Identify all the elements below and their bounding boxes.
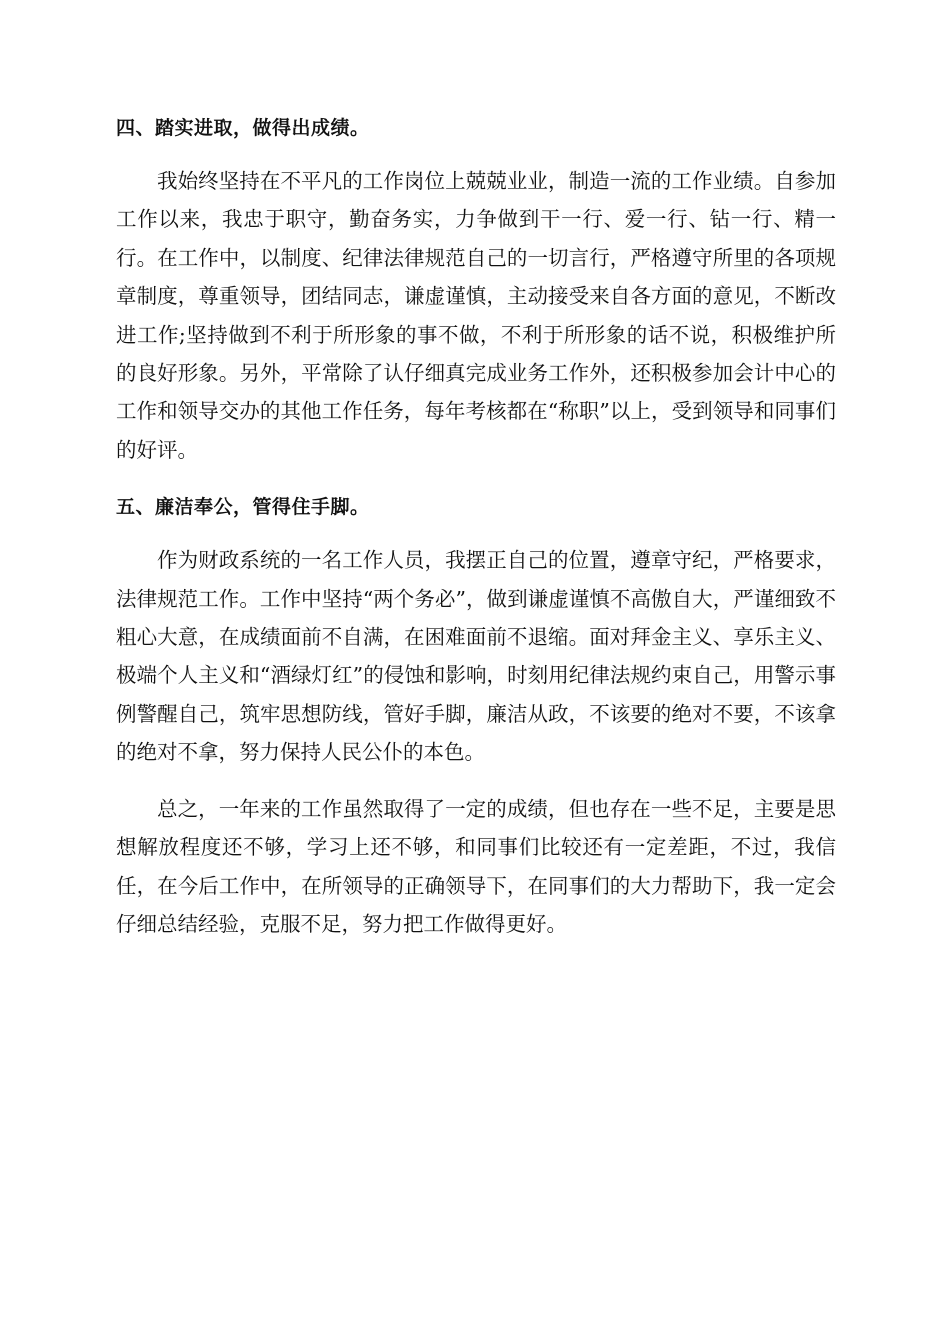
section-paragraph-5: 作为财政系统的一名工作人员，我摆正自己的位置，遵章守纪，严格要求，法律规范工作。工作中坚持“两个务必”，做到谦虚谨慎不高傲自大，严谨细致不粗心大意，在成绩面前不自满，在困难面前不退缩。面对拜金主义、享乐主义、极端个人主义和“酒绿灯红”的侵蚀和影响，时刻用纪律法规约束自己，用警示事例警醒自己，筑牢思想防线，管好手脚，廉洁从政，不该要的绝对不要，不该拿的绝对不拿，努力保持人民公仆的本色。 (116, 548, 836, 765)
conclusion-paragraph: 总之，一年来的工作虽然取得了一定的成绩，但也存在一些不足，主要是思想解放程度还不够，学习上还不够，和同事们比较还有一定差距，不过，我信任，在今后工作中，在所领导的正确领导下，在同事们的大力帮助下，我一定会仔细总结经验，克服不足，努力把工作做得更好。 (116, 796, 836, 936)
document-page (116, 108, 836, 943)
spacer (116, 148, 836, 162)
spacer (116, 469, 836, 487)
spacer (116, 527, 836, 541)
section-paragraph-4: 我始终坚持在不平凡的工作岗位上兢兢业业，制造一流的工作业绩。自参加工作以来，我忠于职守，勤奋务实，力争做到干一行、爱一行、钻一行、精一行。在工作中，以制度、纪律法律规范自己的一切言行，严格遵守所里的各项规章制度，尊重领导，团结同志，谦虚谨慎，主动接受来自各方面的意见，不断改进工作;坚持做到不利于所形象的事不做，不利于所形象的话不说，积极维护所的良好形象。另外，平常除了认仔细真完成业务工作外，还积极参加会计中心的工作和领导交办的其他工作任务，每年考核都在“称职”以上，受到领导和同事们的好评。 (116, 169, 836, 462)
section-heading-5: 五、廉洁奉公，管得住手脚。 (116, 496, 370, 519)
section-heading-4: 四、踏实进取，做得出成绩。 (116, 117, 370, 139)
spacer (116, 772, 836, 790)
